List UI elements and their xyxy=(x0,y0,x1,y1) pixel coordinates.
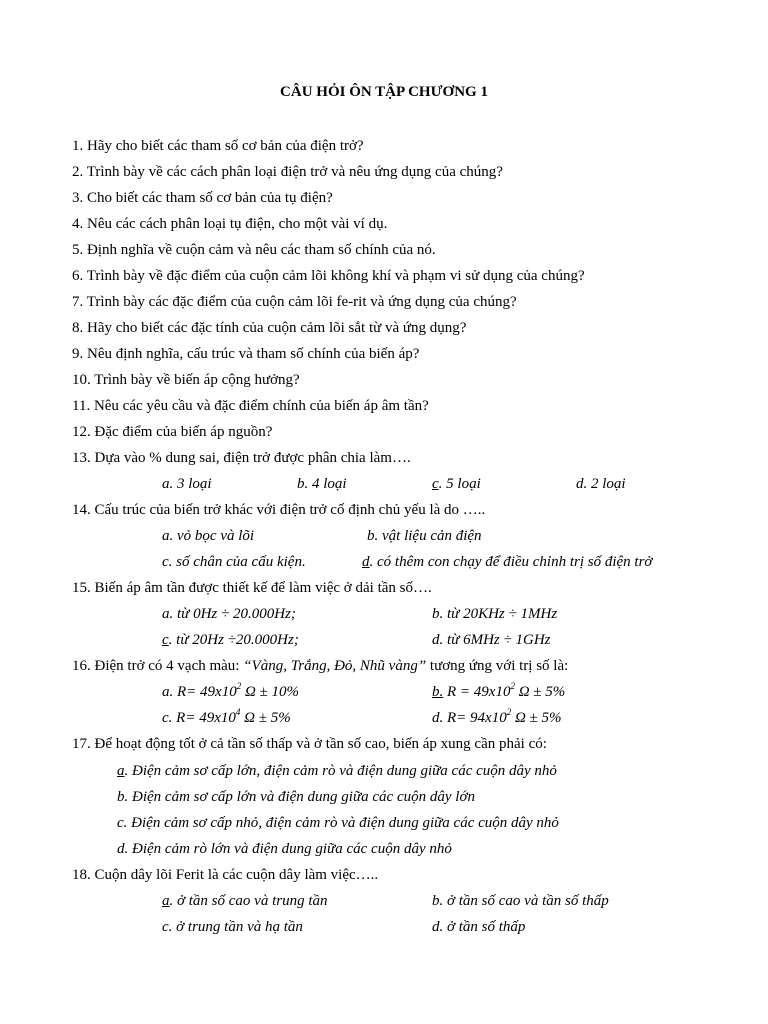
q16-d-post: Ω ± 5% xyxy=(511,710,562,726)
q18-option-a-text: . ở tần số cao và trung tần xyxy=(169,893,328,909)
q14-option-d xyxy=(362,552,652,572)
answer-marker: d xyxy=(362,554,370,570)
q16-option-d xyxy=(432,708,562,728)
question-9: 9. Nêu định nghĩa, cấu trúc và tham số chính của biến áp? xyxy=(72,346,420,362)
answer-marker: a xyxy=(117,763,125,779)
q16-a-post: Ω ± 10% xyxy=(241,684,300,700)
q15-option-b: b. từ 20KHz ÷ 1MHz xyxy=(432,606,558,622)
q15-option-c-text: . từ 20Hz ÷20.000Hz; xyxy=(168,632,299,648)
q14-option-d-text: . có thêm con chạy để điều chỉnh trị số điện trở xyxy=(369,554,653,570)
page-title: CÂU HỎI ÔN TẬP CHƯƠNG 1 xyxy=(280,84,488,100)
question-14: 14. Cấu trúc của biến trở khác với điện trở cố định chủ yếu là do ….. xyxy=(72,502,486,518)
question-4: 4. Nêu các cách phân loại tụ điện, cho một vài ví dụ. xyxy=(72,216,388,232)
q17-option-a-text: . Điện cảm sơ cấp lớn, điện cảm rò và điện dung giữa các cuộn dây nhỏ xyxy=(124,763,557,779)
question-15: 15. Biến áp âm tần được thiết kế để làm việc ở dải tần số…. xyxy=(72,580,432,596)
question-17: 17. Để hoạt động tốt ở cả tần số thấp và ở tần số cao, biến áp xung cần phải có: xyxy=(72,736,547,752)
q17-option-d: d. Điện cảm rò lớn và điện dung giữa các cuộn dây nhỏ xyxy=(117,841,452,857)
answer-marker: b. xyxy=(432,684,444,700)
question-1: 1. Hãy cho biết các tham số cơ bản của điện trở? xyxy=(72,138,364,154)
question-5: 5. Định nghĩa về cuộn cảm và nêu các tham số chính của nó. xyxy=(72,242,436,258)
question-16-colors: “Vàng, Trắng, Đỏ, Nhũ vàng” xyxy=(243,658,427,674)
q16-a-pre: a. R= 49x10 xyxy=(162,684,237,700)
question-10: 10. Trình bày về biến áp cộng hưởng? xyxy=(72,372,300,388)
q16-b-pre: R = 49x10 xyxy=(443,684,511,700)
q18-option-a xyxy=(162,891,328,911)
q13-option-a: a. 3 loại xyxy=(162,476,212,492)
q15-option-a: a. từ 0Hz ÷ 20.000Hz; xyxy=(162,606,296,622)
q13-option-c xyxy=(432,474,481,494)
q16-c-pre: c. R= 49x10 xyxy=(162,710,236,726)
question-2: 2. Trình bày về các cách phân loại điện trở và nêu ứng dụng của chúng? xyxy=(72,164,503,180)
question-6: 6. Trình bày về đặc điểm của cuộn cảm lõi không khí và phạm vi sử dụng của chúng? xyxy=(72,268,585,284)
q16-d-pre: d. R= 94x10 xyxy=(432,710,507,726)
q14-option-c: c. số chân của cấu kiện. xyxy=(162,554,306,570)
q16-option-b xyxy=(432,682,565,702)
question-8: 8. Hãy cho biết các đặc tính của cuộn cảm lõi sắt từ và ứng dụng? xyxy=(72,320,467,336)
q16-c-post: Ω ± 5% xyxy=(240,710,291,726)
answer-marker: a xyxy=(162,893,170,909)
question-13: 13. Dựa vào % dung sai, điện trở được phân chia làm…. xyxy=(72,450,411,466)
q15-option-d: d. từ 6MHz ÷ 1GHz xyxy=(432,632,551,648)
q17-option-a xyxy=(117,761,557,781)
question-16-suffix: tương ứng với trị số là: xyxy=(426,658,569,674)
q15-option-c xyxy=(162,630,299,650)
question-7: 7. Trình bày các đặc điểm của cuộn cảm lõi fe-rit và ứng dụng của chúng? xyxy=(72,294,517,310)
q16-d-exp: 2 xyxy=(506,707,512,717)
q14-option-b: b. vật liệu cản điện xyxy=(367,528,482,544)
q13-option-c-text: . 5 loại xyxy=(438,476,481,492)
q18-option-c: c. ở trung tần và hạ tần xyxy=(162,919,303,935)
question-18: 18. Cuộn dây lõi Ferit là các cuộn dây làm việc….. xyxy=(72,867,379,883)
q16-b-exp: 2 xyxy=(510,681,515,691)
question-16 xyxy=(72,656,568,676)
q16-option-c xyxy=(162,708,291,728)
answer-marker: c xyxy=(432,476,439,492)
q17-option-c: c. Điện cảm sơ cấp nhỏ, điện cảm rò và điện dung giữa các cuộn dây nhỏ xyxy=(117,815,559,831)
answer-marker: c xyxy=(162,632,169,648)
q16-a-exp: 2 xyxy=(236,681,242,691)
q16-b-post: Ω ± 5% xyxy=(514,684,566,700)
question-3: 3. Cho biết các tham số cơ bản của tụ điện? xyxy=(72,190,333,206)
q13-option-b: b. 4 loại xyxy=(297,476,347,492)
q13-option-d: d. 2 loại xyxy=(576,476,626,492)
q16-option-a xyxy=(162,682,299,702)
question-11: 11. Nêu các yêu cầu và đặc điểm chính của biến áp âm tần? xyxy=(72,398,429,414)
q18-option-d: d. ở tần số thấp xyxy=(432,919,526,935)
q17-option-b: b. Điện cảm sơ cấp lớn và điện dung giữa các cuộn dây lớn xyxy=(117,789,475,805)
question-12: 12. Đặc điểm của biến áp nguồn? xyxy=(72,424,273,440)
q18-option-b: b. ở tần số cao và tần số thấp xyxy=(432,893,609,909)
question-16-prefix: 16. Điện trở có 4 vạch màu: xyxy=(72,658,244,674)
q14-option-a: a. vỏ bọc và lõi xyxy=(162,528,255,544)
q16-c-exp: 4 xyxy=(235,707,241,717)
